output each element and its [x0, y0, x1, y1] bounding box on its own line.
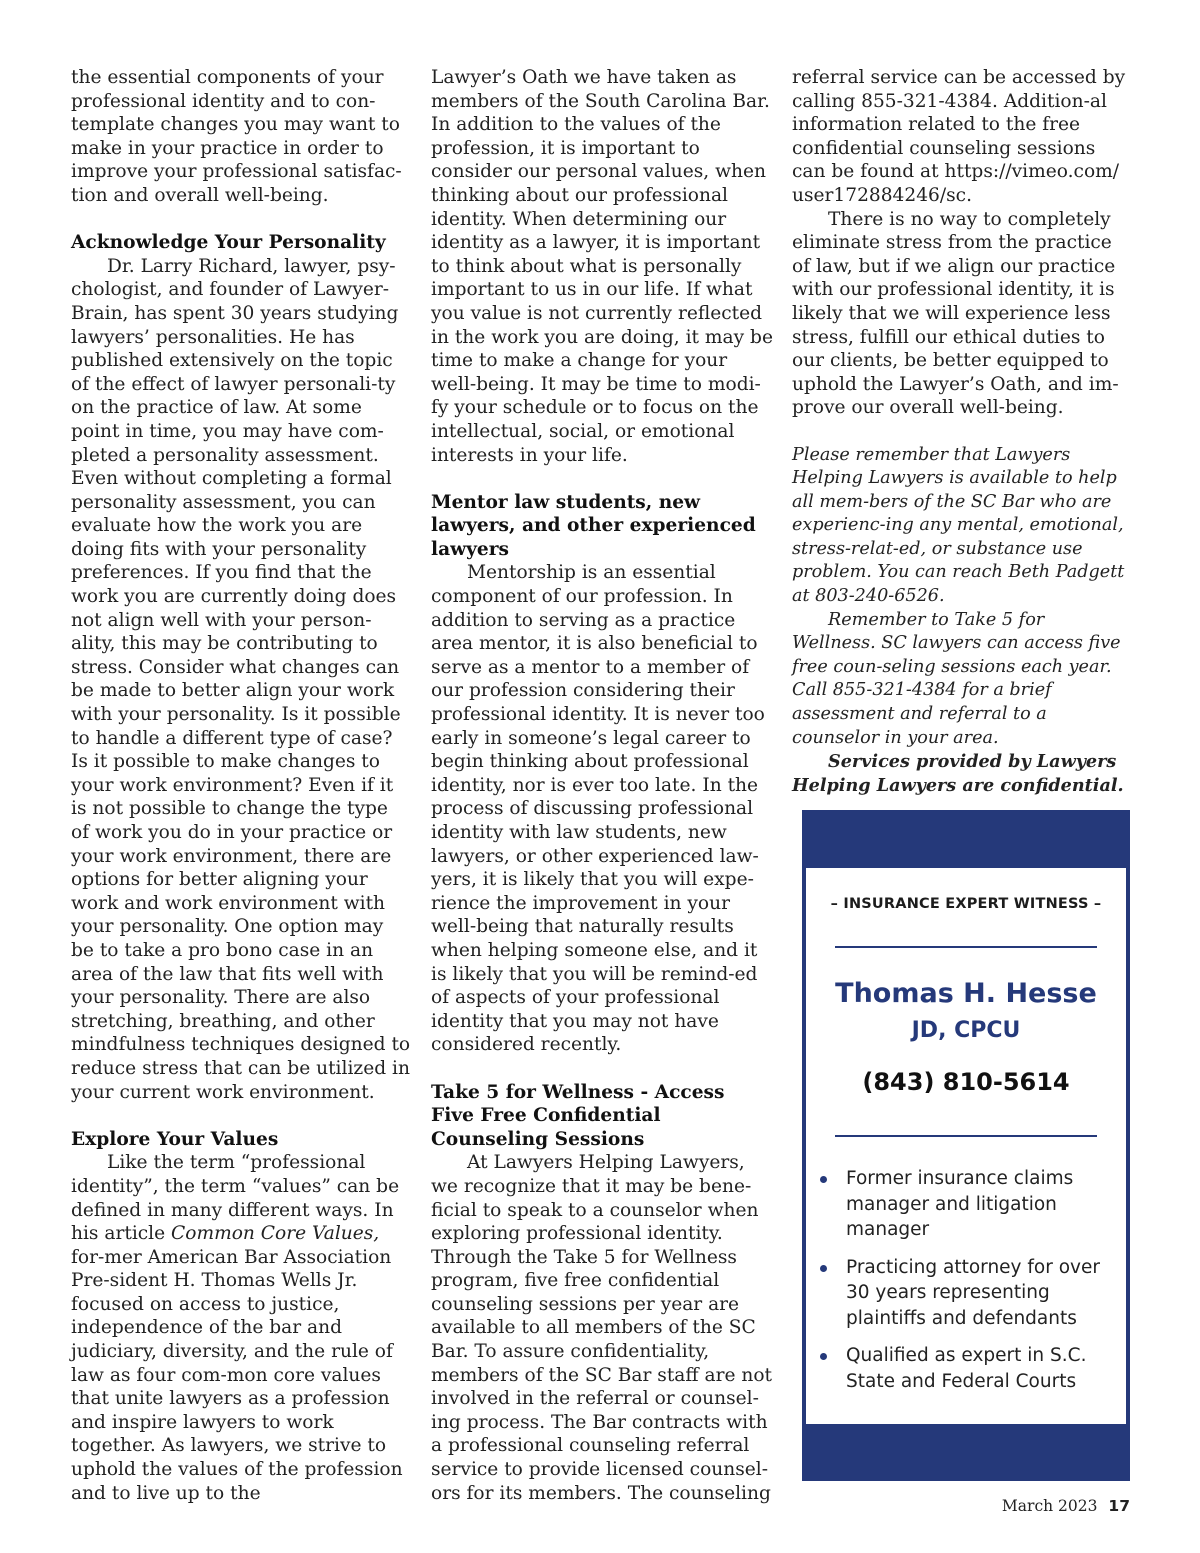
- list-item: [820, 1166, 1116, 1243]
- paragraph: Dr. Larry Richard, lawyer, psy-chologist, and founder of Lawyer-Brain, has spent 30 years studying lawyers’ personalities. He has published extensively on the topic of the effect of lawyer personali-ty on the practice of law. At some point in time, you may have com-pleted a personality assessment. Even without completing a formal personality assessment, you can evaluate how the work you are doing fits with your personality preferences. If you find that the work you are currently doing does not align well with your person-ality, this may be contributing to stress. Consider what changes can be made to better align your work with your personality. Is it possible to handle a different type of case? Is it possible to make changes to your work environment? Even if it is not possible to change the type of work you do in your practice or your work environment, there are options for better aligning your work and work environment with your personality. One option may be to take a pro bono case in an area of the law that fits well with your personality. There are also stretching, breathing, and other mindfulness techniques designed to reduce stress that can be utilized in your current work environment.: [71, 255, 411, 1103]
- paragraph: referral service can be accessed by calling 855-321-4384. Addition-al information related to the free confidential counseling sessions can be found at https://vimeo.com/ user172884246/sc.: [792, 67, 1126, 206]
- text-run: Like the term “professional identity”, the term “values” can be defined in many different ways. In his article: [71, 1152, 400, 1245]
- note-paragraph: Please remember that Lawyers Helping Lawyers is available to help all mem-bers of the SC Bar who are experienc-ing any mental, emotional, stress-relat-ed, or substance use problem. You can reach Beth Padgett at 803-240-6526.: [792, 444, 1125, 607]
- ad-name: Thomas H. Hesse: [835, 978, 1097, 1009]
- paragraph: Mentorship is an essential component of our profession. In addition to serving as a practice area mentor, it is also beneficial to serve as a mentor to a member of our profession considering their professional identity. It is never too early in someone’s legal career to begin thinking about professional identity, nor is ever too late. In the process of discussing professional identity with law students, new lawyers, or other experienced law-yers, it is likely that you will expe-rience the improvement in your well-being that naturally results when helping someone else, and it is likely that you will be remind-ed of aspects of your professional identity that you may not have considered recently.: [431, 562, 765, 1056]
- section-heading: Take 5 for Wellness - Access Five Free Confidential Counseling Sessions: [431, 1081, 725, 1150]
- note-paragraph: Services provided by Lawyers Helping Lawyers are confidential.: [792, 751, 1124, 796]
- ad-phone: (843) 810-5614: [862, 1068, 1070, 1096]
- note-paragraph: Remember to Take 5 for Wellness. SC lawyers can access five free coun-seling sessions each year. Call 855-321-4384 for a brief assessment and referral to a counselor in your area.: [792, 609, 1121, 748]
- paragraph: [71, 1151, 411, 1505]
- bullet-icon: [820, 1176, 827, 1183]
- article-column-3: [792, 66, 1132, 797]
- paragraph: Lawyer’s Oath we have taken as members of the South Carolina Bar. In addition to the values of the profession, it is important to consider our personal values, when thinking about our professional identity. When determining our identity as a lawyer, it is important to think about what is personally important to us in our life. If what you value is not currently reflected in the work you are doing, it may be time to make a change for your well-being. It may be time to modi-fy your schedule or to focus on the intellectual, social, or emotional interests in your life.: [431, 67, 773, 466]
- text-run: for-mer American Bar Association Pre-sident H. Thomas Wells Jr. focused on access to justice, independence of the bar and judiciary, diversity, and the rule of law as four com-mon core values that unite lawyers as a profession and inspire lawyers to work together. As lawyers, we strive to uphold the values of the profession and to live up to the: [71, 1246, 403, 1504]
- section-heading: Explore Your Values: [71, 1128, 279, 1150]
- list-item-text: Qualified as expert in S.C. State and Federal Courts: [846, 1345, 1087, 1392]
- page-footer: [1002, 1497, 1130, 1515]
- wellness-note: [792, 444, 1132, 798]
- ad-credentials: JD, CPCU: [911, 1018, 1021, 1043]
- expert-witness-ad: [802, 810, 1130, 1481]
- ad-heading: – INSURANCE EXPERT WITNESS –: [830, 896, 1102, 912]
- article-title: Common Core Values,: [171, 1223, 380, 1245]
- list-item: [820, 1343, 1116, 1394]
- article-column-2: [431, 66, 773, 1505]
- divider: [835, 946, 1097, 948]
- article-column-1: [71, 66, 411, 1505]
- ad-bullet-list: [820, 1166, 1116, 1406]
- section-heading: Acknowledge Your Personality: [71, 232, 386, 254]
- ad-panel: [806, 868, 1126, 1424]
- list-item: [820, 1255, 1116, 1332]
- page-number: 17: [1108, 1497, 1130, 1515]
- paragraph: At Lawyers Helping Lawyers, we recognize that it may be bene-ficial to speak to a counselor when exploring professional identity. Through the Take 5 for Wellness program, five free confidential counseling sessions per year are available to all members of the SC Bar. To assure confidentiality, members of the SC Bar staff are not involved in the referral or counsel-ing process. The Bar contracts with a professional counseling referral service to provide licensed counsel-ors for its members. The counseling: [431, 1152, 773, 1504]
- divider: [835, 1135, 1097, 1137]
- section-heading: Mentor law students, new lawyers, and other experienced lawyers: [431, 491, 756, 560]
- list-item-text: Practicing attorney for over 30 years representing plaintiffs and defendants: [846, 1256, 1100, 1329]
- paragraph: There is no way to completely eliminate stress from the practice of law, but if we align our practice with our professional identity, it is likely that we will experience less stress, fulfill our ethical duties to our clients, be better equipped to uphold the Lawyer’s Oath, and im-prove our overall well-being.: [792, 208, 1119, 419]
- list-item-text: Former insurance claims manager and litigation manager: [846, 1168, 1074, 1240]
- bullet-icon: [820, 1265, 827, 1272]
- paragraph: the essential components of your professional identity and to con-template changes you may want to make in your practice in order to improve your professional satisfac-tion and overall well-being.: [71, 67, 402, 206]
- bullet-icon: [820, 1353, 827, 1360]
- issue-date: March 2023: [1001, 1497, 1098, 1515]
